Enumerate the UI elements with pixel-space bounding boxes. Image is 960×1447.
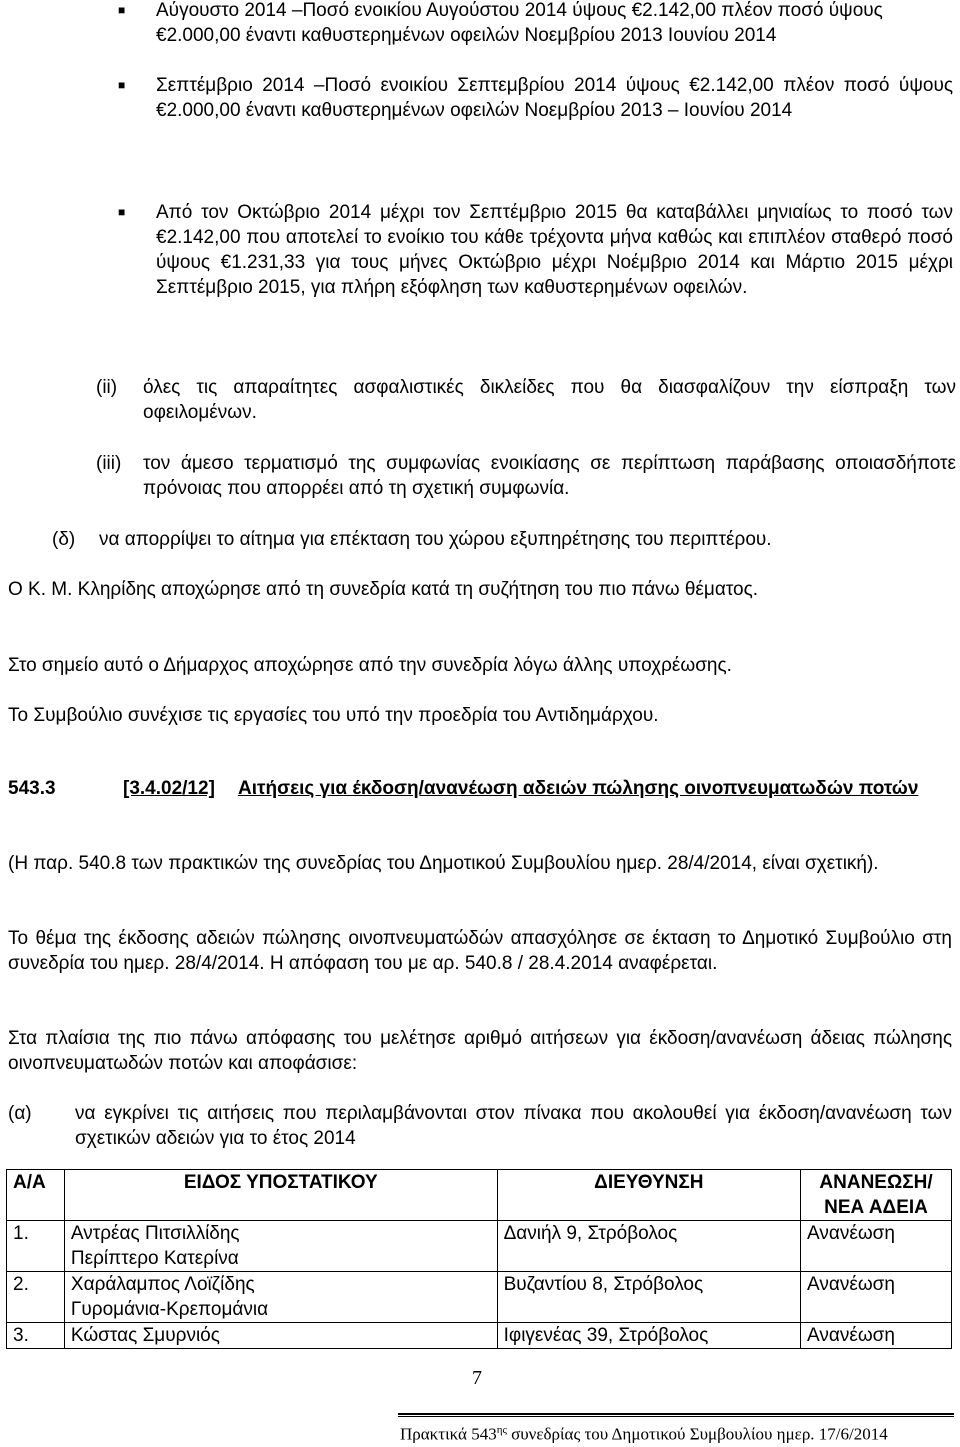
- square-bullet-icon: ■: [118, 78, 126, 92]
- cell-type: Χαράλαμπος Λοϊζίδης Γυρομάνια-Κρεπομάνια: [64, 1272, 497, 1323]
- cell-status: Ανανέωση: [801, 1323, 952, 1349]
- roman-text: τον άμεσο τερματισμό της συμφωνίας ενοικίασης σε περίπτωση παράβασης οποιασδήποτε πρόνοιας που απορρέει από τη σχετική συμφωνία.: [143, 453, 956, 499]
- bullet-item: [118, 0, 953, 48]
- decision-intro-paragraph: Στα πλαίσια της πιο πάνω απόφασης του μελέτησε αριθμό αιτήσεων για έκδοση/ανανέωση άδειας πώλησης οινοπνευματωδών ποτών και αποφάσισε:: [8, 1028, 952, 1074]
- header-address: ΔΙΕΥΘΥΝΣΗ: [497, 1170, 800, 1221]
- header-status: ΑΝΑΝΕΩΣΗ/ ΝΕΑ ΑΔΕΙΑ: [801, 1170, 952, 1221]
- cell-status: Ανανέωση: [801, 1272, 952, 1323]
- header-type: ΕΙΔΟΣ ΥΠΟΣΤΑΤΙΚΟΥ: [64, 1170, 497, 1221]
- roman-label: (ii): [96, 377, 118, 398]
- delta-label: (δ): [52, 529, 76, 550]
- bullet-item: [118, 73, 953, 123]
- bullet-text: Από τον Οκτώβριο 2014 μέχρι τον Σεπτέμβριο 2015 θα καταβάλλει μηνιαίως το ποσό των €2.142,00 που αποτελεί το ενοίκιο του κάθε τρέχοντα μήνα καθώς και επιπλέον σταθερό ποσό ύψους €1.231,33 για τους μήνες Οκτώβριο μέχρι Νοέμβριο 2014 και Μάρτιο 2015 μέχρι Σεπτέμβριο 2015, για πλήρη εξόφληση των καθυστερημένων οφειλών.: [156, 202, 953, 298]
- section-title: [123, 776, 953, 801]
- alpha-text: να εγκρίνει τις αιτήσεις που περιλαμβάνονται στον πίνακα που ακολουθεί για έκδοση/ανανέωση των σχετικών αδειών για το έτος 2014: [75, 1103, 952, 1149]
- square-bullet-icon: ■: [118, 3, 126, 17]
- bullet-item: [118, 200, 953, 300]
- alpha-label: (α): [8, 1103, 32, 1124]
- table-row: [7, 1323, 952, 1349]
- cell-aa: 2.: [7, 1272, 65, 1323]
- delta-text: να απορρίψει το αίτημα για επέκταση του χώρου εξυπηρέτησης του περιπτέρου.: [99, 529, 772, 550]
- cell-address: Βυζαντίου 8, Στρόβολος: [497, 1272, 800, 1323]
- footer-sup: ης: [496, 1424, 507, 1436]
- table-header-row: [7, 1170, 952, 1221]
- council-continued-paragraph: Το Συμβούλιο συνέχισε τις εργασίες του υπό την προεδρία του Αντιδημάρχου.: [8, 705, 659, 726]
- cell-aa: 1.: [7, 1221, 65, 1272]
- cell-type: Κώστας Σμυρνιός: [64, 1323, 497, 1349]
- mayor-left-paragraph: Στο σημείο αυτό ο Δήμαρχος αποχώρησε από την συνεδρία λόγω άλλης υποχρέωσης.: [8, 655, 732, 676]
- background-paragraph: Το θέμα της έκδοσης αδειών πώλησης οινοπνευματώδών απασχόλησε σε έκταση το Δημοτικό Συμβούλιο στη συνεδρία του ημερ. 28/4/2014. Η απόφαση του με αρ. 540.8 / 28.4.2014 αναφέρεται.: [8, 928, 952, 974]
- licence-table: [6, 1169, 952, 1349]
- roman-item: [96, 375, 956, 425]
- cell-status: Ανανέωση: [801, 1221, 952, 1272]
- alpha-item: [8, 1101, 952, 1151]
- bullet-text: Σεπτέμβριο 2014 –Ποσό ενοικίου Σεπτεμβρίου 2014 ύψους €2.142,00 πλέον ποσό ύψους €2.000,00 έναντι καθυστερημένων οφειλών Νοεμβρίου 2013 – Ιουνίου 2014: [156, 75, 953, 121]
- roman-label: (iii): [96, 453, 122, 474]
- section-title-text: Αιτήσεις για έκδοση/ανανέωση αδειών πώλησης οινοπνευματωδών ποτών: [238, 778, 919, 799]
- table-row: [7, 1272, 952, 1323]
- roman-text: όλες τις απαραίτητες ασφαλιστικές δικλείδες που θα διασφαλίζουν την είσπραξη των οφειλομένων.: [143, 377, 956, 423]
- table-row: [7, 1221, 952, 1272]
- section-heading: [8, 776, 952, 826]
- cell-aa: 3.: [7, 1323, 65, 1349]
- roman-item: [96, 451, 956, 501]
- footer-suffix: συνεδρίας του Δημοτικού Συμβουλίου ημερ. 17/6/2014: [506, 1424, 888, 1444]
- footer-rule-thin: [398, 1416, 954, 1417]
- reference-paragraph: (Η παρ. 540.8 των πρακτικών της συνεδρίας του Δημοτικού Συμβουλίου ημερ. 28/4/2014, είναι σχετική).: [8, 853, 879, 874]
- section-code: [3.4.02/12]: [123, 778, 215, 799]
- cell-address: Ιφιγενέας 39, Στρόβολος: [497, 1323, 800, 1349]
- footer-rule: [398, 1413, 954, 1415]
- member-withdrawal-paragraph: Ο Κ. Μ. Κληρίδης αποχώρησε από τη συνεδρία κατά τη συζήτηση του πιο πάνω θέματος.: [8, 579, 759, 600]
- page-number: 7: [472, 1367, 482, 1389]
- page-footer: [400, 1418, 888, 1447]
- cell-address: Δανιήλ 9, Στρόβολος: [497, 1221, 800, 1272]
- square-bullet-icon: ■: [118, 205, 126, 219]
- header-aa: Α/Α: [7, 1170, 65, 1221]
- footer-prefix: Πρακτικά 543: [400, 1424, 497, 1444]
- cell-type: Αντρέας Πιτσιλλίδης Περίπτερο Κατερίνα: [64, 1221, 497, 1272]
- bullet-text: Αύγουστο 2014 –Ποσό ενοικίου Αυγούστου 2014 ύψους €2.142,00 πλέον ποσό ύψους €2.000,00 έναντι καθυστερημένων οφειλών Νοεμβρίου 2013 Ιουνίου 2014: [156, 0, 883, 46]
- section-number: 543.3: [8, 778, 56, 799]
